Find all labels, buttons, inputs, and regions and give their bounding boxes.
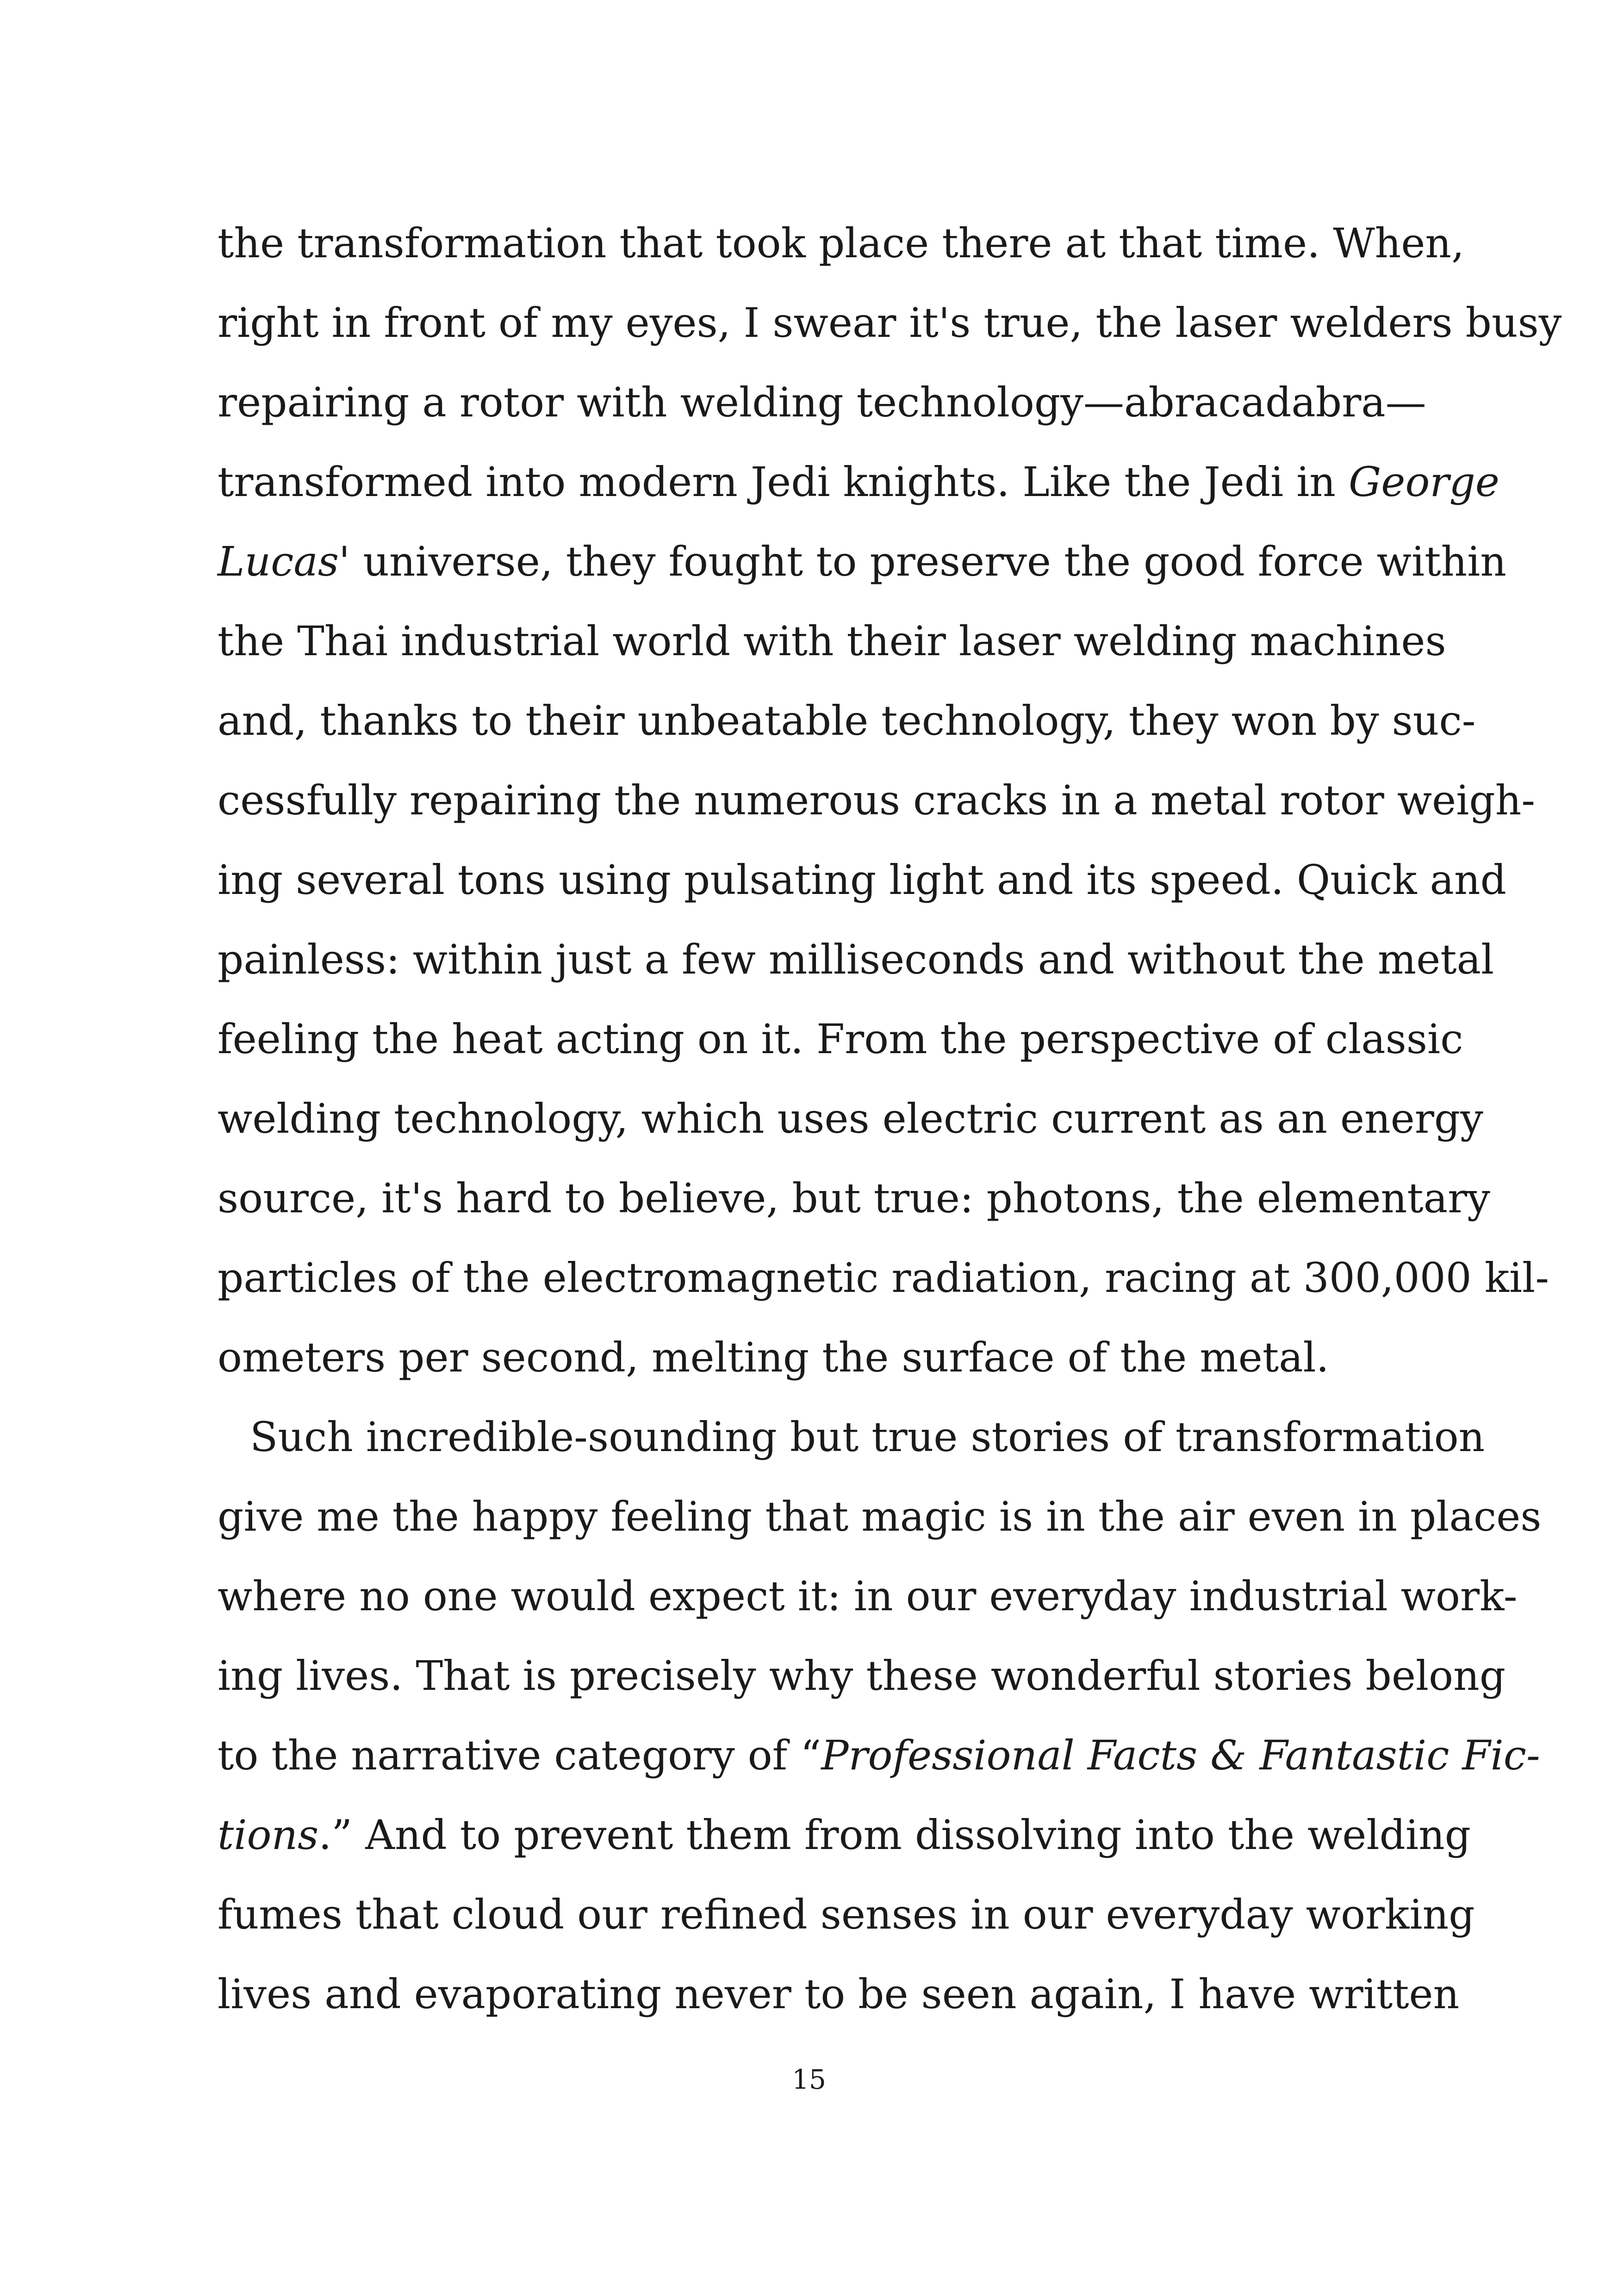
text-line xyxy=(218,283,1562,363)
text-line xyxy=(218,1318,1402,1397)
italic-text: Professional Facts & Fantastic Fic- xyxy=(821,1731,1540,1779)
text-segment: ing lives. That is precisely why these wonderful stories belong xyxy=(218,1652,1506,1700)
text-segment: where no one would expect it: in our everyday industrial work- xyxy=(218,1572,1518,1620)
text-segment: source, it's hard to believe, but true: photons, the elementary xyxy=(218,1174,1490,1222)
text-line xyxy=(218,1716,1540,1795)
text-line xyxy=(218,1795,1471,1875)
text-line xyxy=(218,1557,1518,1636)
body-text xyxy=(218,204,1562,2034)
text-segment: give me the happy feeling that magic is in the air even in places xyxy=(218,1493,1542,1540)
text-segment: the transformation that took place there at that time. When, xyxy=(218,219,1464,267)
text-line xyxy=(218,681,1476,761)
text-line xyxy=(218,840,1506,920)
text-segment: feeling the heat acting on it. From the perspective of classic xyxy=(218,1015,1463,1063)
text-line xyxy=(218,1397,1485,1477)
text-line xyxy=(218,1159,1490,1238)
text-segment: universe, they fought to preserve the good force within xyxy=(350,538,1506,585)
text-segment: painless: within just a few milliseconds and without the metal xyxy=(218,936,1494,983)
text-segment: right in front of my eyes, I swear it's true, the laser welders busy xyxy=(218,299,1562,347)
page-number: 15 xyxy=(792,2064,826,2095)
text-segment: fumes that cloud our refined senses in our everyday working xyxy=(218,1891,1475,1938)
italic-text: Lucas' xyxy=(218,538,350,585)
text-line xyxy=(218,1079,1483,1159)
text-segment: cessfully repairing the numerous cracks in a metal rotor weigh- xyxy=(218,776,1535,824)
text-line xyxy=(218,1238,1549,1318)
text-segment: welding technology, which uses electric current as an energy xyxy=(218,1095,1483,1142)
text-line xyxy=(218,1477,1542,1557)
text-line xyxy=(218,920,1494,999)
text-line xyxy=(218,1955,1460,2034)
text-segment: lives and evaporating never to be seen again, I have written xyxy=(218,1970,1460,2018)
text-segment: repairing a rotor with welding technology—abracadabra— xyxy=(218,379,1426,426)
text-line xyxy=(218,442,1500,522)
text-segment: ing several tons using pulsating light and its speed. Quick and xyxy=(218,856,1506,904)
text-line xyxy=(218,522,1506,602)
text-line xyxy=(218,363,1426,442)
italic-text: tions xyxy=(218,1811,319,1859)
text-line xyxy=(218,999,1463,1079)
text-line xyxy=(218,1875,1475,1955)
text-segment: .” And to prevent them from dissolving into the welding xyxy=(318,1811,1471,1859)
text-line xyxy=(218,602,1446,681)
text-segment: Such incredible-sounding but true stories of transformation xyxy=(250,1413,1485,1461)
text-segment: particles of the electromagnetic radiation, racing at 300,000 kil- xyxy=(218,1254,1549,1302)
text-segment: the Thai industrial world with their laser welding machines xyxy=(218,617,1446,665)
text-segment: to the narrative category of “ xyxy=(218,1731,821,1779)
text-segment: transformed into modern Jedi knights. Like the Jedi in xyxy=(218,458,1349,506)
text-line xyxy=(218,204,1464,283)
text-line xyxy=(218,1636,1506,1716)
text-line xyxy=(218,761,1535,840)
italic-text: George xyxy=(1348,458,1500,506)
text-segment: and, thanks to their unbeatable technology, they won by suc- xyxy=(218,697,1476,745)
text-segment: ometers per second, melting the surface of the metal. xyxy=(218,1334,1329,1381)
